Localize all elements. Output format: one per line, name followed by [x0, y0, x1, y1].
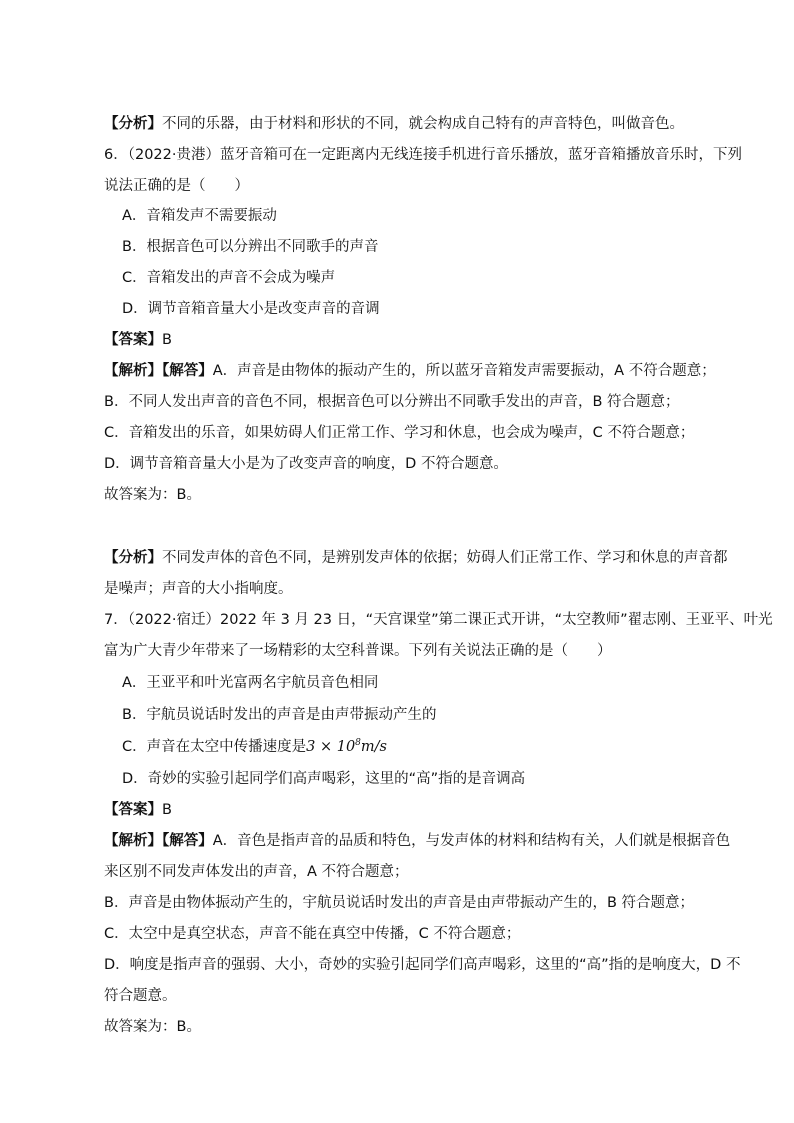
q7-stem-line1: 7．（2022·宿迁）2022 年 3 月 23 日，“天宫课堂”第二课正式开讲，“太空教师”翟志刚、王亚平、叶光 [104, 612, 773, 628]
q6-explain-line3: C．音箱发出的乐音，如果妨碍人们正常工作、学习和休息，也会成为噪声，C 不符合题意； [104, 425, 695, 441]
q6-option-b: B．根据音色可以分辨出不同歌手的声音 [122, 239, 379, 255]
q6-option-d: D．调节音箱音量大小是改变声音的音调 [122, 301, 380, 317]
q6-stem-line1: 6．（2022·贵港）蓝牙音箱可在一定距离内无线连接手机进行音乐播放，蓝牙音箱播放音乐时，下列 [104, 147, 742, 163]
q7-explain-line6: 符合题意。 [104, 988, 177, 1004]
q7-explain-line2: 来区别不同发声体发出的声音，A 不符合题意； [104, 864, 409, 880]
q7-conclusion: 故答案为：B。 [104, 1019, 201, 1035]
answer-tag: 【答案】 [104, 332, 162, 348]
answer-tag: 【答案】 [104, 802, 162, 818]
q7-option-a: A．王亚平和叶光富两名宇航员音色相同 [122, 675, 379, 691]
q7-option-c: C．声音在太空中传播速度是$3 \times 10^8m/s$ [122, 738, 387, 755]
speed-formula: $3 \times 10^8m/s$ [306, 738, 387, 755]
q6-explain-line1: 【解析】【解答】A．声音是由物体的振动产生的，所以蓝牙音箱发声需要振动，A 不符合题意； [104, 363, 716, 379]
analysis-paragraph [104, 114, 684, 134]
q6-explain-line2: B．不同人发出声音的音色不同，根据音色可以分辨出不同歌手发出的声音，B 符合题意； [104, 394, 680, 410]
q7-option-d: D．奇妙的实验引起同学们高声喝彩，这里的“高”指的是音调高 [122, 771, 526, 787]
q7-option-b: B．宇航员说话时发出的声音是由声带振动产生的 [122, 707, 437, 723]
q7-explain-line4: C．太空中是真空状态，声音不能在真空中传播，C 不符合题意； [104, 926, 521, 942]
q7-explain-line3: B．声音是由物体振动产生的，宇航员说话时发出的声音是由声带振动产生的，B 符合题意； [104, 895, 695, 911]
q6-conclusion: 故答案为：B。 [104, 487, 201, 503]
analysis-tag: 【分析】 [104, 116, 162, 132]
q7-explain-line5: D．响度是指声音的强弱、大小，奇妙的实验引起同学们高声喝彩，这里的“高”指的是响度大，D 不 [104, 957, 741, 973]
q7-stem-line2: 富为广大青少年带来了一场精彩的太空科普课。下列有关说法正确的是（ ） [104, 643, 612, 659]
q6-analysis-line1: 【分析】不同发声体的音色不同，是辨别发声体的依据；妨碍人们正常工作、学习和休息的声音都 [104, 550, 728, 566]
explain-tag: 【解析】【解答】 [104, 363, 213, 379]
q6-option-a: A．音箱发声不需要振动 [122, 208, 277, 224]
q6-stem-line2: 说法正确的是（ ） [104, 178, 249, 194]
q6-analysis-line2: 是噪声；声音的大小指响度。 [104, 581, 293, 597]
q6-explain-line4: D．调节音箱音量大小是为了改变声音的响度，D 不符合题意。 [104, 456, 508, 472]
analysis-tag: 【分析】 [104, 550, 162, 566]
q7-explain-line1: 【解析】【解答】A．音色是指声音的品质和特色，与发声体的材料和结构有关，人们就是根据音色 [104, 833, 731, 849]
answer-value: B [162, 802, 172, 818]
q7-answer [104, 800, 172, 820]
q6-option-c: C．音箱发出的声音不会成为噪声 [122, 270, 336, 286]
explain-tag: 【解析】【解答】 [104, 833, 213, 849]
analysis-text: 不同的乐器，由于材料和形状的不同，就会构成自己特有的声音特色，叫做音色。 [162, 116, 684, 132]
answer-value: B [162, 332, 172, 348]
q6-answer [104, 330, 172, 350]
